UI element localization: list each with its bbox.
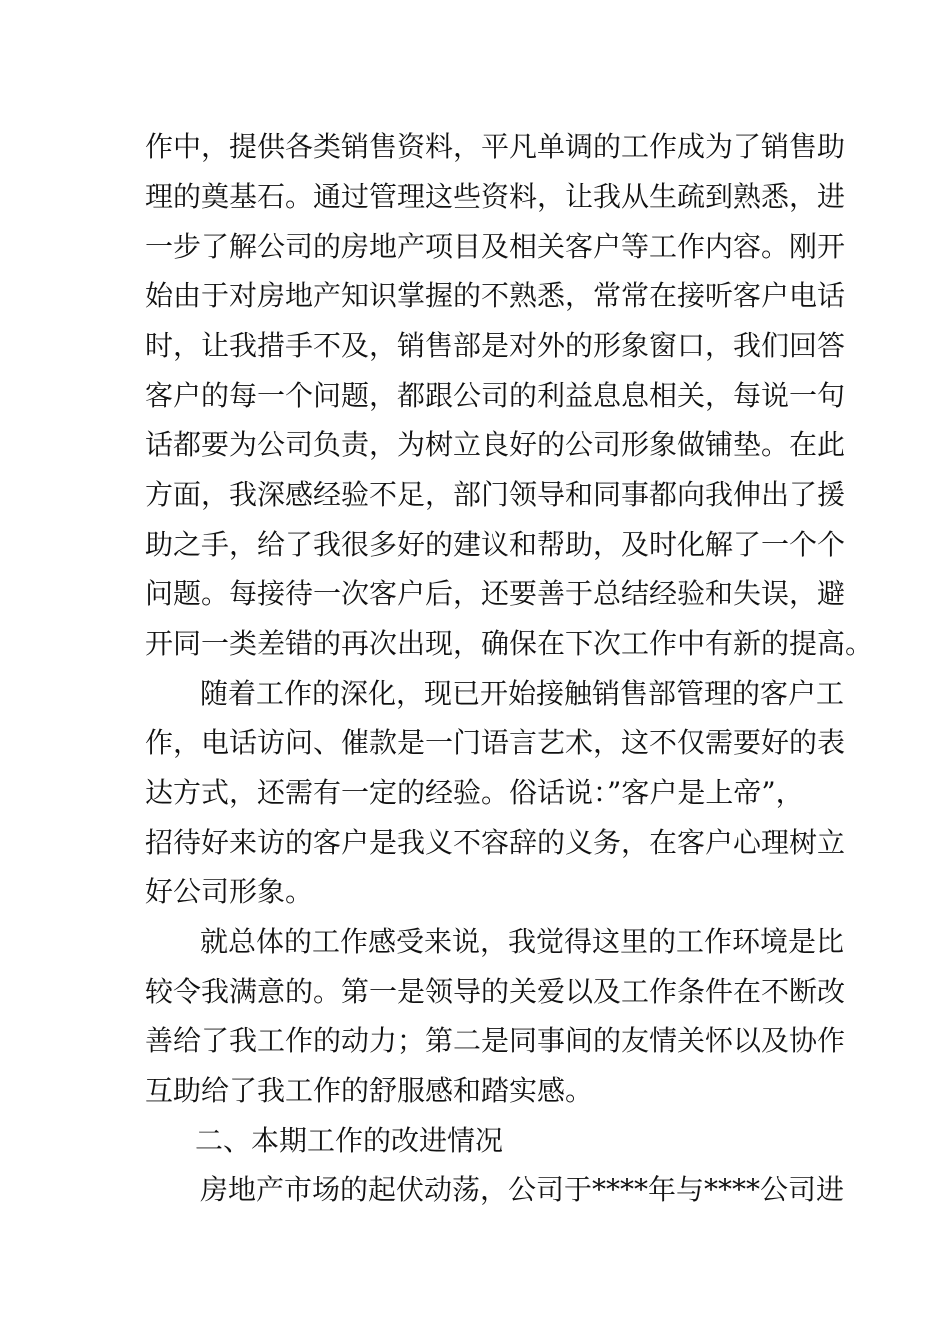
text-line: 一步了解公司的房地产项目及相关客户等工作内容。刚开 [145, 230, 846, 263]
text-line: 善给了我工作的动力；第二是同事间的友情关怀以及协作 [145, 1024, 846, 1057]
text-line: 时，让我措手不及，销售部是对外的形象窗口，我们回答 [145, 329, 846, 362]
text-line: 开同一类差错的再次出现，确保在下次工作中有新的提高。 [145, 627, 874, 660]
text-line: 好公司形象。 [145, 875, 314, 908]
text-line: 互助给了我工作的舒服感和踏实感。 [145, 1074, 594, 1107]
text-line: 方面，我深感经验不足，部门领导和同事都向我伸出了援 [145, 478, 846, 511]
text-line: 招待好来访的客户是我义不容辞的义务，在客户心理树立 [145, 826, 846, 859]
paragraph-first-line: 随着工作的深化，现已开始接触销售部管理的客户工 [200, 677, 845, 710]
text-line: 作中，提供各类销售资料，平凡单调的工作成为了销售助 [145, 130, 846, 163]
text-line: 始由于对房地产知识掌握的不熟悉，常常在接听客户电话 [145, 279, 846, 312]
text-line: 作，电话访问、催款是一门语言艺术，这不仅需要好的表 [145, 726, 846, 759]
text-line: 助之手，给了我很多好的建议和帮助，及时化解了一个个 [145, 528, 846, 561]
text-line: 理的奠基石。通过管理这些资料，让我从生疏到熟悉，进 [145, 180, 846, 213]
text-line: 达方式，还需有一定的经验。俗话说：”客户是上帝”， [145, 776, 804, 809]
text-line: 较令我满意的。第一是领导的关爱以及工作条件在不断改 [145, 975, 846, 1008]
paragraph-first-line: 房地产市场的起伏动荡，公司于****年与****公司进 [200, 1173, 845, 1206]
text-line: 客户的每一个问题，都跟公司的利益息息相关，每说一句 [145, 379, 846, 412]
text-line: 问题。每接待一次客户后，还要善于总结经验和失误，避 [145, 577, 846, 610]
text-line: 话都要为公司负责，为树立良好的公司形象做铺垫。在此 [145, 428, 846, 461]
paragraph-first-line: 就总体的工作感受来说，我觉得这里的工作环境是比 [200, 925, 845, 958]
section-heading: 二、本期工作的改进情况 [195, 1124, 504, 1157]
